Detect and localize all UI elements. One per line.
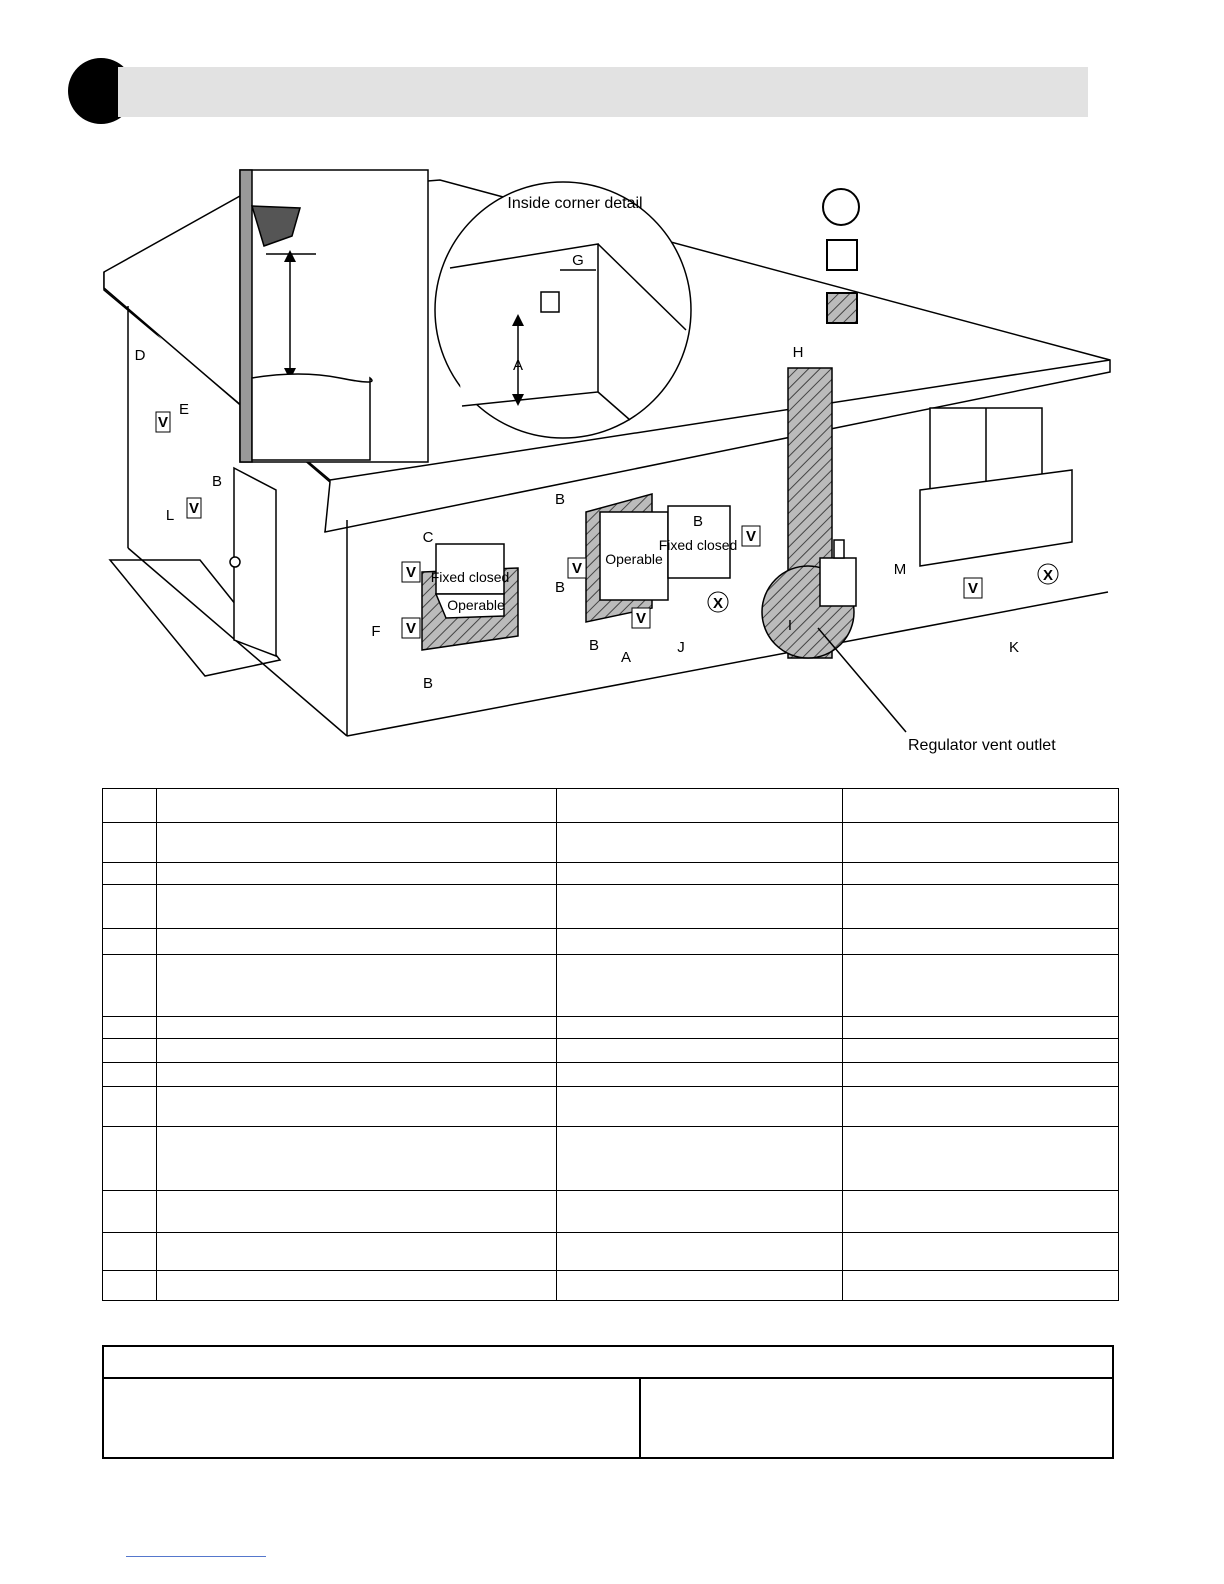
clearance-table [102,788,1119,1301]
table-row [103,1271,1119,1301]
svg-text:V: V [745,528,757,545]
legend-square-icon [827,240,857,270]
table-row [103,1063,1119,1087]
svg-text:M: M [893,561,907,578]
svg-text:A: A [512,357,524,374]
table-row [103,789,1119,823]
table-row [103,1127,1119,1191]
svg-text:B: B [422,675,434,692]
roof-inset-detail [240,170,428,462]
table-row [103,823,1119,863]
svg-text:G: G [572,252,584,269]
vent-clearance-diagram [0,0,1224,790]
svg-text:B: B [554,491,566,508]
svg-text:B: B [588,637,600,654]
svg-text:V: V [188,500,200,517]
svg-text:V: V [967,580,979,597]
fixed-closed-label-left: Fixed closed [430,569,510,585]
svg-text:D: D [134,347,146,364]
svg-text:C: C [422,529,434,546]
svg-text:B: B [211,473,223,490]
svg-text:H: H [792,344,804,361]
svg-text:I: I [787,617,793,634]
table-row [103,885,1119,929]
svg-text:V: V [157,414,169,431]
svg-text:J: J [677,639,685,656]
svg-text:X: X [712,595,724,612]
legend-hatch-icon [827,293,857,323]
operable-label-left: Operable [447,597,505,613]
inside-corner-title-line1: Inside corner detail [507,195,643,212]
table-row [103,1233,1119,1271]
svg-text:V: V [405,620,417,637]
svg-text:K: K [1008,639,1020,656]
table-row [103,1017,1119,1039]
svg-text:F: F [371,623,381,640]
note-box-divider [639,1377,641,1457]
svg-text:B: B [554,579,566,596]
svg-text:A: A [620,649,632,666]
table-row [103,929,1119,955]
footer-link-underline[interactable] [126,1556,266,1557]
table-row [103,1087,1119,1127]
svg-text:X: X [1042,567,1054,584]
svg-text:E: E [178,401,190,418]
svg-text:B: B [692,513,704,530]
legend [823,189,859,323]
inside-corner-detail [435,182,691,438]
regulator-vent-label: Regulator vent outlet [908,737,1056,754]
legend-circle-icon [823,189,859,225]
table-row [103,955,1119,1017]
table-row [103,863,1119,885]
window-right [920,408,1072,566]
svg-text:V: V [405,564,417,581]
fixed-closed-label-middle: Fixed closed [658,537,738,553]
operable-label-middle: Operable [605,551,663,567]
svg-text:L: L [165,507,175,524]
note-box [102,1345,1114,1459]
table-row [103,1191,1119,1233]
table-row [103,1039,1119,1063]
svg-text:V: V [635,610,647,627]
note-box-title [104,1347,1112,1379]
svg-text:V: V [571,560,583,577]
